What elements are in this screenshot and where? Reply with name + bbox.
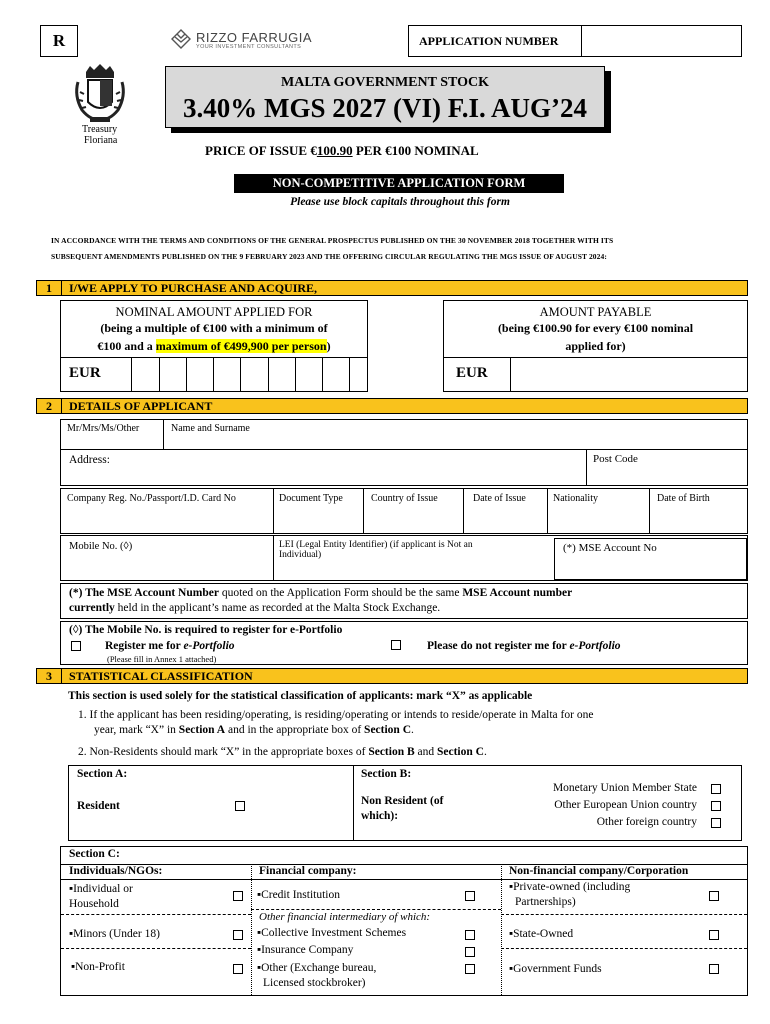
company-tagline: YOUR INVESTMENT CONSULTANTS	[196, 44, 302, 50]
postcode-field-label: Post Code	[593, 453, 638, 465]
nonresident-label: Non Resident (of which):	[361, 795, 444, 822]
cis-checkbox[interactable]	[465, 930, 475, 940]
do-not-register-checkbox[interactable]	[391, 640, 401, 650]
payable-line2: (being €100.90 for every €100 nominal	[497, 321, 694, 335]
private-owned-label: ▪Private-owned (including Partnerships)	[509, 881, 631, 908]
eportfolio-box	[60, 621, 748, 665]
section-1-title: I/WE APPLY TO PURCHASE AND ACQUIRE,	[69, 281, 318, 295]
rizzo-farrugia-logo-icon	[170, 28, 320, 52]
lei-label: LEI (Legal Entity Identifier) (if applicant is Not an Individual)	[279, 540, 473, 560]
legal-text-line2: SUBSEQUENT AMENDMENTS PUBLISHED ON THE 9 FEBRUARY 2023 AND THE OFFERING CIRCULAR REGULATING THE MGS ISSUE OF AUGUST 2024:	[51, 252, 607, 261]
mse-note-text: (*) The MSE Account Number quoted on the Application Form should be the same MSE Account number currently held in the applicant’s name as recorded at the Malta Stock Exchange.	[69, 587, 573, 614]
mse-account-label: (*) MSE Account No	[563, 542, 657, 554]
mse-account-box[interactable]	[554, 538, 747, 580]
stock-box	[165, 66, 605, 128]
eportfolio-note: (◊) The Mobile No. is required to register for e-Portfolio	[69, 624, 343, 636]
application-number-field[interactable]	[583, 26, 741, 56]
nominal-currency: EUR	[69, 365, 101, 381]
section-2-title: DETAILS OF APPLICANT	[69, 399, 213, 413]
price-value: 100.90	[316, 143, 353, 158]
section-b-label: Section B:	[361, 768, 412, 780]
individual-checkbox[interactable]	[233, 891, 243, 901]
government-funds-checkbox[interactable]	[709, 964, 719, 974]
address-field-label: Address:	[69, 454, 110, 466]
nominal-maximum-highlight: maximum of €499,900 per person	[155, 339, 327, 353]
nominal-amount-box	[60, 300, 368, 392]
register-eportfolio-checkbox[interactable]	[71, 641, 81, 651]
register-eportfolio-label: Register me for e-Portfolio	[105, 640, 235, 652]
name-input[interactable]	[165, 434, 745, 448]
id-details-row	[60, 488, 748, 534]
stock-name: 3.40% MGS 2027 (VI) F.I. AUG’24	[182, 93, 587, 123]
section-3-intro: This section is used solely for the statistical classification of applicants: mark “X” as applicable	[68, 690, 533, 702]
section-1-header	[36, 280, 748, 296]
col-financial-head: Financial company:	[259, 865, 357, 877]
payable-currency: EUR	[456, 365, 488, 381]
resident-checkbox[interactable]	[235, 801, 245, 811]
application-number-box	[408, 25, 742, 57]
form-type: NON-COMPETITIVE APPLICATION FORM	[272, 176, 526, 190]
section-ab-box	[68, 765, 742, 841]
name-row	[60, 419, 748, 450]
malta-coat-of-arms-icon	[72, 62, 128, 124]
amount-payable-box	[443, 300, 748, 392]
form-instruction: Please use block capitals throughout this form	[290, 196, 510, 208]
stock-title: MALTA GOVERNMENT STOCK	[281, 75, 489, 90]
section-c-label: Section C:	[69, 848, 120, 860]
date-of-issue-label: Date of Issue	[473, 493, 526, 504]
floriana-label: Floriana	[84, 135, 118, 146]
section-3-title: STATISTICAL CLASSIFICATION	[69, 669, 253, 683]
application-number-label: APPLICATION NUMBER	[419, 34, 559, 48]
section-3-item2: 2. Non-Residents should mark “X” in the appropriate boxes of Section B and Section C.	[78, 746, 487, 758]
private-owned-checkbox[interactable]	[709, 891, 719, 901]
individual-household-label: ▪Individual or Household	[69, 883, 133, 910]
nominal-line3: €100 and a maximum of €499,900 per person)	[97, 339, 331, 353]
mse-note-box	[60, 583, 748, 619]
company-name: RIZZO FARRUGIA	[196, 30, 313, 45]
government-funds-label: ▪Government Funds	[509, 963, 602, 975]
other-eu-label: Other European Union country	[554, 799, 697, 811]
country-of-issue-label: Country of Issue	[371, 493, 438, 504]
credit-institution-label: ▪Credit Institution	[257, 889, 340, 901]
do-not-register-label: Please do not register me for e-Portfolio	[427, 640, 621, 652]
form-type-banner	[234, 174, 564, 193]
contact-row	[60, 535, 748, 581]
state-owned-label: ▪State-Owned	[509, 928, 574, 940]
legal-text-line1: IN ACCORDANCE WITH THE TERMS AND CONDITIONS OF THE GENERAL PROSPECTUS PUBLISHED ON THE 30 NOVEMBER 2018 TOGETHER WITH ITS	[51, 236, 614, 245]
other-exchange-checkbox[interactable]	[465, 964, 475, 974]
state-owned-checkbox[interactable]	[709, 930, 719, 940]
nonprofit-checkbox[interactable]	[233, 964, 243, 974]
form-code-box	[40, 25, 78, 57]
payable-line3: applied for)	[565, 339, 626, 353]
monetary-union-checkbox[interactable]	[711, 784, 721, 794]
col-nonfinancial-head: Non-financial company/Corporation	[509, 865, 689, 877]
nationality-label: Nationality	[553, 493, 598, 504]
address-row	[60, 449, 748, 486]
register-eportfolio-sub: (Please fill in Annex 1 attached)	[107, 654, 217, 664]
monetary-union-label: Monetary Union Member State	[552, 782, 697, 794]
name-field-label: Name and Surname	[171, 423, 250, 434]
section-c-box	[60, 846, 748, 996]
price-of-issue: PRICE OF ISSUE €100.90 PER €100 NOMINAL	[205, 143, 479, 158]
section-2-number: 2	[37, 399, 62, 413]
section-2-header	[36, 398, 748, 414]
section-1-number: 1	[37, 281, 62, 295]
credit-institution-checkbox[interactable]	[465, 891, 475, 901]
nominal-line2: (being a multiple of €100 with a minimum of	[100, 321, 328, 335]
payable-line1: AMOUNT PAYABLE	[539, 305, 652, 319]
other-foreign-label: Other foreign country	[596, 816, 697, 828]
col-individuals-head: Individuals/NGOs:	[69, 865, 163, 877]
minors-label: ▪Minors (Under 18)	[69, 928, 160, 940]
insurance-label: ▪Insurance Company	[257, 944, 354, 956]
resident-label: Resident	[77, 800, 120, 812]
other-eu-checkbox[interactable]	[711, 801, 721, 811]
treasury-label: Treasury	[82, 124, 118, 135]
date-of-birth-label: Date of Birth	[657, 493, 710, 504]
nonprofit-label: ▪Non-Profit	[71, 961, 125, 973]
document-type-label: Document Type	[279, 493, 343, 504]
mobile-label: Mobile No. (◊)	[69, 541, 133, 552]
section-3-number: 3	[37, 669, 62, 683]
other-exchange-label: ▪Other (Exchange bureau, Licensed stockbroker)	[257, 962, 377, 989]
minors-checkbox[interactable]	[233, 930, 243, 940]
title-field-label: Mr/Mrs/Ms/Other	[67, 423, 140, 434]
payable-amount-field[interactable]	[512, 358, 746, 390]
other-financial-label: Other financial intermediary of which:	[259, 911, 431, 923]
section-3-header	[36, 668, 748, 684]
cis-label: ▪Collective Investment Schemes	[257, 927, 407, 939]
other-foreign-checkbox[interactable]	[711, 818, 721, 828]
section-3-item1: 1. If the applicant has been residing/operating, is residing/operating or intends to reside/operate in Malta for one year, mark “X” in Section A and in the appropriate box of Section C.	[78, 709, 594, 736]
company-reg-label: Company Reg. No./Passport/I.D. Card No	[67, 493, 236, 504]
insurance-checkbox[interactable]	[465, 947, 475, 957]
section-a-label: Section A:	[77, 768, 128, 780]
nominal-line1: NOMINAL AMOUNT APPLIED FOR	[115, 305, 313, 319]
form-code: R	[52, 31, 66, 50]
